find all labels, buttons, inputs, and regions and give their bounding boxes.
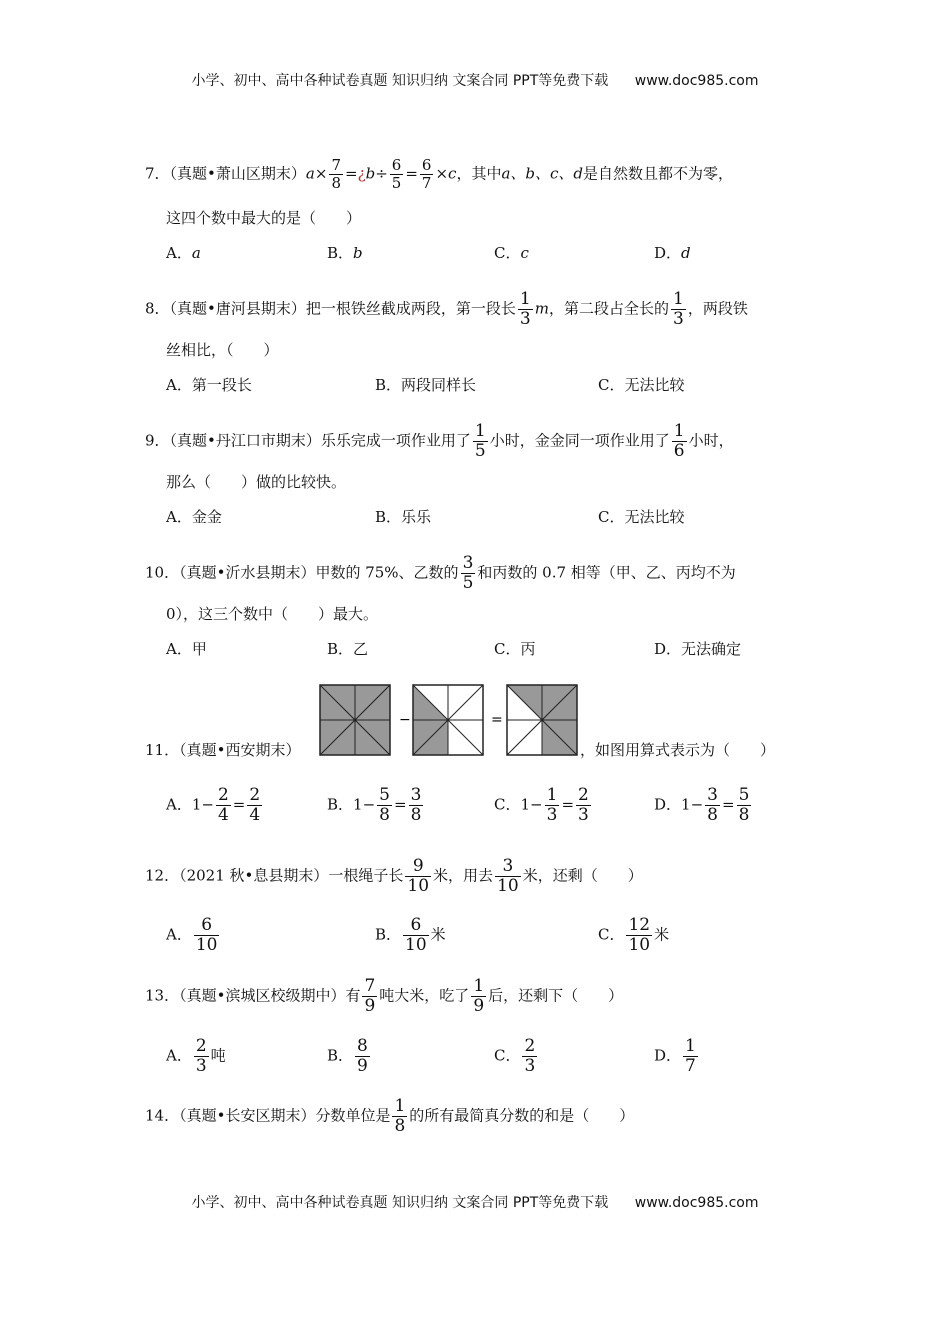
q11-square-whole (320, 685, 390, 755)
q13-option-d[interactable]: D． $\frac{1}{7}$ (654, 1036, 696, 1076)
q13-option-b[interactable]: B． $\frac{8}{9}$ (327, 1036, 368, 1076)
question-14: 14．（真题•长安区期末）分数单位是 $\frac{1}{8}$ 的所有最简真分数的和是（ ） (145, 1096, 635, 1136)
q12-frac-1: $\frac{9}{10}$ (407, 856, 430, 896)
q7-tail: ，其中 (456, 164, 502, 183)
q9-line2: 那么（ ）做的比较快。 (166, 473, 347, 491)
question-8: 8．（真题•唐河县期末）把一根铁丝截成两段，第一段长 $\frac{1}{3}$ m，第二段占全长的 $\frac{1}{3}$ ，两段铁 (145, 289, 748, 329)
q7-equals: = (344, 164, 358, 183)
q9-option-c[interactable]: C．无法比较 (598, 508, 685, 526)
q11-square-subtract (413, 685, 483, 755)
q8-option-a[interactable]: A．第一段长 (166, 376, 252, 394)
question-11-left: 11．（真题•西安期末） (145, 741, 301, 759)
page-header (0, 70, 950, 90)
q11-option-a[interactable]: A．1− $\frac{2}{4}$ = $\frac{2}{4}$ (166, 785, 261, 825)
q7-frac-1: $\frac{7}{8}$ (331, 156, 341, 192)
q10-frac-1: $\frac{3}{5}$ (462, 553, 474, 593)
q11-option-c[interactable]: C．1− $\frac{1}{3}$ = $\frac{2}{3}$ (494, 785, 589, 825)
q8-option-c[interactable]: C．无法比较 (598, 376, 685, 394)
q7-mark: ¿ (357, 164, 366, 183)
q9-frac-2: $\frac{1}{6}$ (673, 421, 685, 461)
header-text: 小学、初中、高中各种试卷真题 知识归纳 文案合同 PPT等免费下载 (191, 73, 609, 89)
q7-var-c: c (448, 164, 457, 183)
q7-option-d[interactable]: D．d (654, 244, 691, 262)
q10-option-b[interactable]: B．乙 (327, 640, 369, 658)
q12-frac-2: $\frac{3}{10}$ (497, 856, 519, 896)
q7-number: 7． (145, 164, 170, 183)
q13-option-c[interactable]: C． $\frac{2}{3}$ (494, 1036, 536, 1076)
q7-tail2: 是自然数且都不为零， (583, 164, 734, 183)
q7-letters: a、b、c、d (501, 164, 584, 183)
q10-option-c[interactable]: C．丙 (494, 640, 536, 658)
q7-divide: ÷ (375, 164, 388, 183)
q10-option-a[interactable]: A．甲 (166, 640, 207, 658)
page-footer (0, 1192, 950, 1212)
q13-frac-2: $\frac{1}{9}$ (473, 976, 485, 1016)
q7-frac-2: $\frac{6}{5}$ (391, 156, 402, 192)
q13-frac-1: $\frac{7}{9}$ (364, 976, 376, 1016)
question-12: 12．（2021 秋•息县期末）一根绳子长 $\frac{9}{10}$ 米，用去 $\frac{3}{10}$ 米，还剩（ ） (145, 856, 643, 896)
q11-minus-sign: − (399, 712, 411, 728)
footer-text: 小学、初中、高中各种试卷真题 知识归纳 文案合同 PPT等免费下载 (191, 1195, 609, 1211)
q12-option-c[interactable]: C． $\frac{12}{10}$ 米 (598, 915, 670, 955)
q12-option-a[interactable]: A． $\frac{6}{10}$ (166, 915, 218, 955)
q8-frac-2: $\frac{1}{3}$ (673, 289, 684, 329)
q8-frac-1: $\frac{1}{3}$ (519, 289, 531, 329)
q11-figure (318, 683, 580, 757)
q10-option-d[interactable]: D．无法确定 (654, 640, 742, 658)
q11-option-b[interactable]: B．1− $\frac{5}{8}$ = $\frac{3}{8}$ (327, 785, 422, 825)
q10-line2: 0），这三个数中（ ）最大。 (166, 605, 379, 623)
q9-frac-1: $\frac{1}{5}$ (474, 421, 486, 461)
q7-var-b: b (365, 164, 376, 183)
q9-option-a[interactable]: A．金金 (166, 508, 222, 526)
q7-times-2: × (435, 164, 449, 183)
q9-option-b[interactable]: B．乐乐 (375, 508, 432, 526)
q7-option-a[interactable]: A．a (166, 244, 201, 262)
question-11-right: ，如图用算式表示为（ ） (580, 741, 776, 759)
q7-frac-3: $\frac{6}{7}$ (421, 156, 432, 192)
q7-var-a: a (305, 164, 315, 183)
q11-square-result (507, 685, 577, 755)
q7-source: （真题•萧山区期末） (169, 164, 306, 183)
question-13: 13．（真题•滨城区校级期中）有 $\frac{7}{9}$ 吨大米，吃了 $\frac{1}{9}$ 后，还剩下（ ） (145, 976, 624, 1016)
q7-option-c[interactable]: C．c (494, 244, 529, 262)
question-9: 9．（真题•丹江口市期末）乐乐完成一项作业用了 $\frac{1}{5}$ 小时，金金同一项作业用了 $\frac{1}{6}$ 小时， (145, 421, 734, 461)
q8-option-b[interactable]: B．两段同样长 (375, 376, 477, 394)
q13-option-a[interactable]: A． $\frac{2}{3}$ 吨 (166, 1036, 226, 1076)
q14-frac-1: $\frac{1}{8}$ (394, 1096, 406, 1136)
q7-times: × (314, 164, 328, 183)
q12-option-b[interactable]: B． $\frac{6}{10}$ 米 (375, 915, 446, 955)
footer-site-link[interactable]: www.doc985.com (634, 1195, 759, 1211)
header-site-link[interactable]: www.doc985.com (634, 73, 759, 89)
question-7 (145, 157, 733, 192)
q7-line2: 这四个数中最大的是（ ） (166, 209, 362, 227)
q7-option-b[interactable]: B．b (327, 244, 363, 262)
question-10: 10．（真题•沂水县期末）甲数的 75%、乙数的 $\frac{3}{5}$ 和丙数的 0.7 相等（甲、乙、丙均不为 (145, 553, 736, 593)
q11-option-d[interactable]: D．1− $\frac{3}{8}$ = $\frac{5}{8}$ (654, 785, 750, 825)
q11-equals-sign: = (491, 712, 503, 728)
q7-equals-2: = (405, 164, 418, 183)
q8-line2: 丝相比，（ ） (166, 341, 279, 359)
